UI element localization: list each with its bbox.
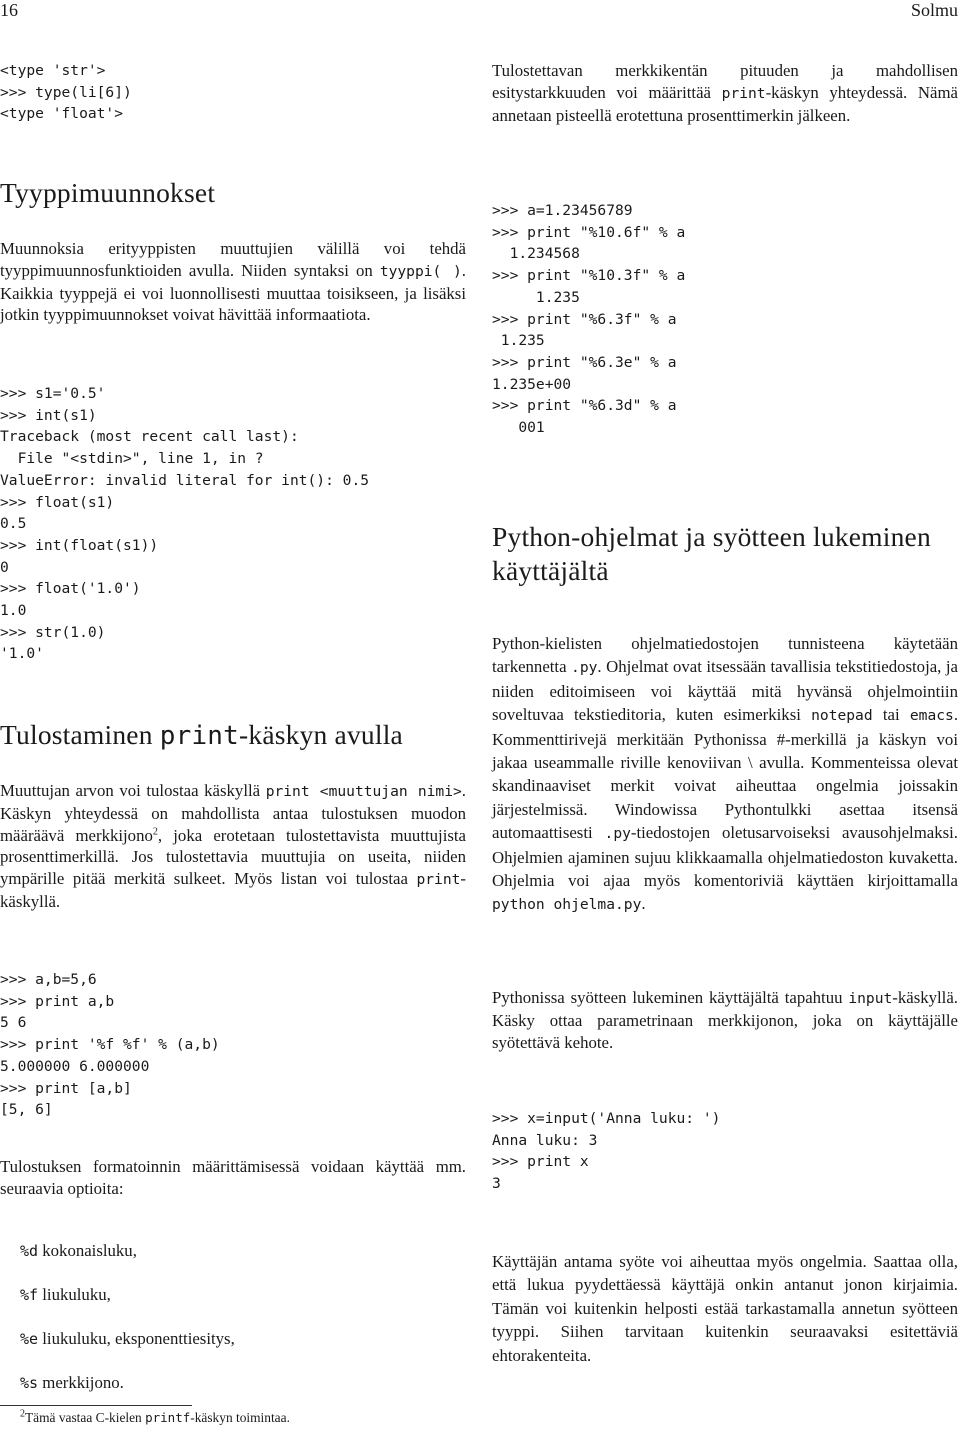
- code-line: >>> print [a,b]: [0, 1079, 132, 1097]
- code-line: >>> print "%10.3f" % a: [492, 267, 686, 285]
- section1-paragraph: Muunnoksia erityyppisten muuttujien välillä voi tehdä tyyppimuunnosfunktioiden avulla. Niiden syntaksi on tyyppi( ). Kaikkia tyyppejä ei voi luonnollisesti muuttaa toisikseen, ja lisäksi jotkin tyyppimuunnokset voivat hävittää informaatiota.: [0, 239, 466, 325]
- code-line: 1.0: [0, 602, 27, 620]
- code-line: <type 'str'>: [0, 62, 106, 79]
- code-line: >>> print "%6.3d" % a: [492, 397, 677, 415]
- section3-paragraph-3: Käyttäjän antama syöte voi aiheuttaa myös ongelmia. Saattaa olla, että lukua pyydettäessä käyttäjä onkin antanut jonon kirjaimia. Tämän voi kuitenkin helposti estää tarkastamalla annetun syötteen tyyppi. Siihen tarvitaan kuitenkin seuraavaksi esitettäviä ehtorakenteita.: [492, 1252, 958, 1365]
- option-item: %e liukuluku, eksponenttiesitys,: [20, 1329, 235, 1348]
- code-line: 0.5: [0, 515, 27, 533]
- right-top-paragraph: Tulostettavan merkkikentän pituuden ja mahdollisen esitystarkkuuden voi määrittää print-käskyn yhteydessä. Nämä annetaan pisteellä erotettuna prosenttimerkin jälkeen.: [492, 61, 958, 125]
- right-code-block: [492, 200, 958, 439]
- code-line: >>> a,b=5,6: [0, 971, 97, 988]
- footnote-rule: [0, 1405, 192, 1406]
- code-line: File "<stdin>", line 1, in ?: [0, 450, 264, 468]
- section-title-tulostaminen: Tulostaminen print-käskyn avulla: [0, 719, 403, 751]
- code-line: 5 6: [0, 1014, 27, 1032]
- code-line: 1.235: [492, 288, 580, 306]
- format-options-list: [20, 1229, 460, 1405]
- section3-paragraph-1: Python-kielisten ohjelmatiedostojen tunnisteena käytetään tarkennetta .py. Ohjelmat ovat itsessään tavallisia tekstitiedostoja, ja niiden editoimiseen voi käyttää mitä hyvänsä ohjelmointiin soveltuvaa tekstieditoria, kuten esimerkiksi notepad tai emacs. Kommenttirivejä merkitään Pythonissa #-merkillä ja käskyn voi jakaa useammalle riville kenoviivan \ avulla. Kommenteissa olevat skandinaaviset merkit voivat aiheuttaa ongelmia joissakin järjestelmissä. Windowissa Pythontulkki asettaa itsensä automaattisesti .py-tiedostojen oletusarvoiseksi avausohjelmaksi. Ohjelmien ajaminen sujuu klikkaamalla ohjelmatiedoston kuvaketta. Ohjelmia voi ajaa myös komentoriviä käyttäen kirjoittamalla python ohjelma.py.: [492, 634, 959, 914]
- code-line: >>> int(float(s1)): [0, 536, 159, 554]
- code-line: Traceback (most recent call last):: [0, 428, 299, 446]
- option-item: %s merkkijono.: [20, 1373, 124, 1392]
- code-line: >>> print "%6.3f" % a: [492, 310, 677, 328]
- code-line: >>> print "%6.3e" % a: [492, 353, 677, 371]
- code-line: Anna luku: 3: [492, 1131, 598, 1149]
- section1-code-block: [0, 383, 466, 665]
- running-title: Solmu: [910, 0, 958, 20]
- input-code-block: [492, 1108, 958, 1195]
- code-line: 0: [0, 558, 9, 576]
- code-line: >>> print x: [492, 1153, 589, 1171]
- code-line: >>> s1='0.5': [0, 385, 106, 402]
- code-line: >>> print "%10.6f" % a: [492, 223, 686, 241]
- section2-code-block: [0, 969, 466, 1121]
- section-title-tyyppimuunnokset: Tyyppimuunnokset: [0, 177, 216, 208]
- code-line: 1.235e+00: [492, 375, 572, 393]
- code-line: >>> type(li[6]): [0, 83, 132, 101]
- code-line: 1.234568: [492, 245, 580, 263]
- page-number: 16: [0, 0, 18, 20]
- code-line: >>> str(1.0): [0, 623, 106, 641]
- section2-paragraph-2: Tulostuksen formatoinnin määrittämisessä voidaan käyttää mm. seuraavia optioita:: [0, 1157, 466, 1198]
- code-line: 3: [492, 1175, 501, 1193]
- code-line: 5.000000 6.000000: [0, 1057, 150, 1075]
- code-line: >>> x=input('Anna luku: '): [492, 1110, 721, 1127]
- code-line: 1.235: [492, 332, 545, 350]
- code-line: >>> print a,b: [0, 992, 115, 1010]
- footnote: $^2$Tämä vastaa C-kielen printf-käskyn toimintaa.: [20, 1408, 290, 1425]
- code-line: >>> float('1.0'): [0, 580, 141, 598]
- code-line: >>> a=1.23456789: [492, 202, 633, 219]
- option-item: %f liukuluku,: [20, 1285, 111, 1304]
- code-line: [5, 6]: [0, 1101, 53, 1119]
- section3-paragraph-2: Pythonissa syötteen lukeminen käyttäjältä tapahtuu input-käskyllä. Käsky ottaa parametrinaan merkkijonon, joka on käyttäjälle syötettävä kehote.: [492, 988, 958, 1052]
- code-line: <type 'float'>: [0, 105, 124, 123]
- code-line: ValueError: invalid literal for int(): 0.5: [0, 471, 370, 489]
- section-title-python-ohjelmat: Python-ohjelmat ja syötteen lukeminen käyttäjältä: [492, 521, 931, 586]
- code-line: '1.0': [0, 645, 44, 663]
- left-top-code: [0, 60, 466, 125]
- code-line: >>> int(s1): [0, 406, 97, 424]
- code-line: >>> print '%f %f' % (a,b): [0, 1036, 220, 1054]
- option-item: %d kokonaisluku,: [20, 1241, 137, 1260]
- code-line: >>> float(s1): [0, 493, 115, 511]
- section2-paragraph: Muuttujan arvon voi tulostaa käskyllä print <muuttujan nimi>. Käskyn yhteydessä on mahdollista antaa tulostuksen muodon määräävä merkkijono$^2$, joka erotetaan tulostettavista muuttujista prosenttimerkillä. Jos tulostettavia muuttujia on useita, niiden ympärille pitää merkitä sulkeet. Myös listan voi tulostaa print-käskyllä.: [0, 781, 466, 911]
- code-line: 001: [492, 419, 545, 437]
